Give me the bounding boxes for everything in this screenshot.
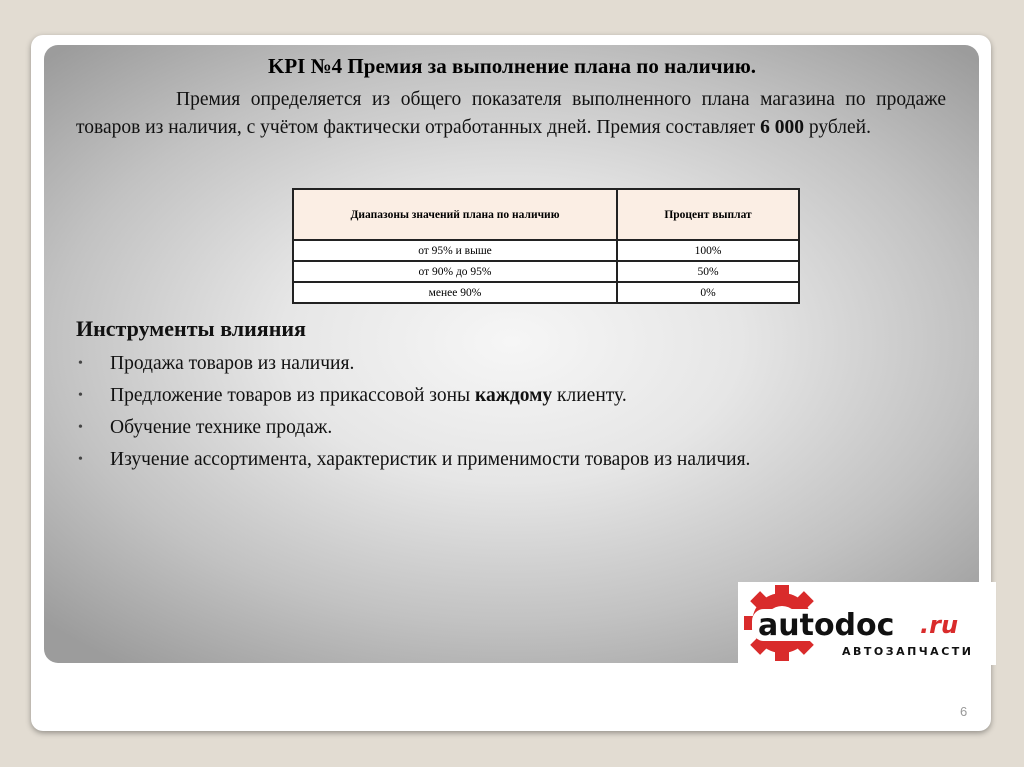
range-cell: менее 90% <box>293 282 617 303</box>
paragraph-text: Премия определяется из общего показателя выполненного плана магазина по продаже товаров из наличия, с учётом фактически отработанных дней. Премия составляет <box>76 89 946 138</box>
bullet-icon: • <box>78 420 83 435</box>
logo-domain: .ru <box>920 611 959 639</box>
range-cell: от 95% и выше <box>293 240 617 261</box>
bullet-icon: • <box>78 452 83 467</box>
table-row <box>293 282 799 303</box>
percent-cell: 100% <box>617 240 799 261</box>
logo-wordmark: autodoc <box>758 608 895 643</box>
gear-logo-icon <box>738 582 996 665</box>
paragraph-tail: рублей. <box>803 117 871 138</box>
list-item-text: Обучение технике продаж. <box>110 417 333 438</box>
percent-cell: 50% <box>617 261 799 282</box>
percent-cell: 0% <box>617 282 799 303</box>
bonus-amount: 6 000 <box>760 117 804 138</box>
bullet-icon: • <box>78 356 83 371</box>
list-item-text: Продажа товаров из наличия. <box>110 353 355 374</box>
logo-tagline: АВТОЗАПЧАСТИ <box>842 645 974 658</box>
list-item <box>76 412 750 444</box>
list-item <box>76 348 750 380</box>
list-item-text-tail: клиенту. <box>552 385 627 406</box>
range-cell: от 90% до 95% <box>293 261 617 282</box>
autodoc-logo <box>738 582 996 665</box>
list-item <box>76 380 750 412</box>
section-title: Инструменты влияния <box>76 316 306 341</box>
table-header-range: Диапазоны значений плана по наличию <box>293 189 617 240</box>
table-row <box>293 240 799 261</box>
payout-table <box>292 188 800 304</box>
tools-list <box>76 348 750 476</box>
list-item-text: Предложение товаров из прикассовой зоны <box>110 385 476 406</box>
bullet-icon: • <box>78 388 83 403</box>
list-item-emphasis: каждому <box>475 385 553 406</box>
table-row <box>293 261 799 282</box>
list-item <box>76 444 750 476</box>
page-number: 6 <box>960 704 968 719</box>
description-paragraph <box>76 86 946 142</box>
table-header-row <box>293 189 799 240</box>
slide-title: KPI №4 Премия за выполнение плана по наличию. <box>268 54 756 78</box>
list-item-text: Изучение ассортимента, характеристик и применимости товаров из наличия. <box>110 449 751 470</box>
table-header-percent: Процент выплат <box>617 189 799 240</box>
